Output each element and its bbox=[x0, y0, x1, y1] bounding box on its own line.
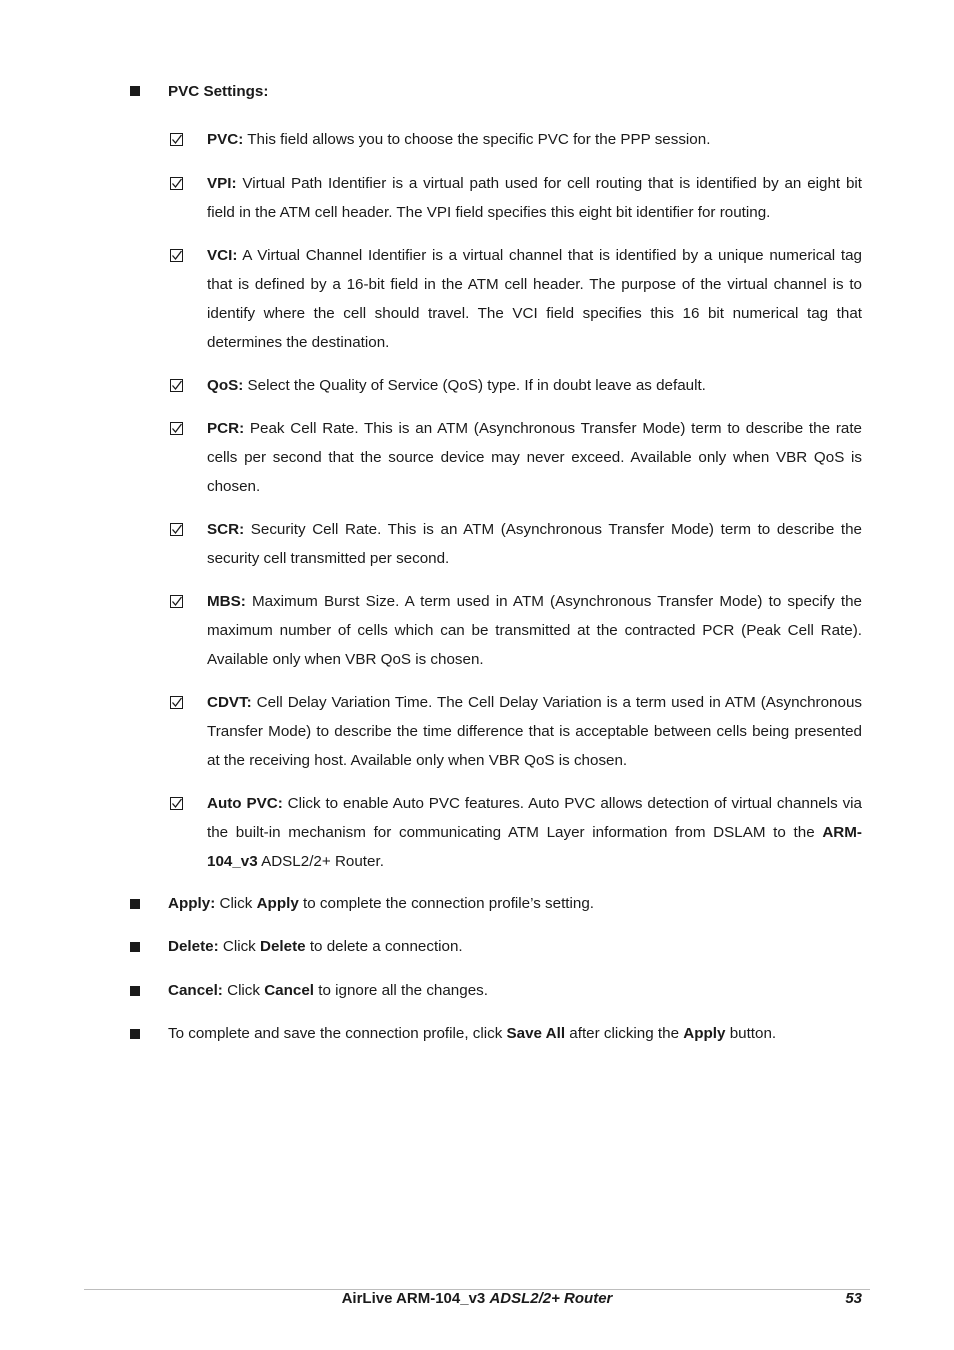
bullet-text: Click bbox=[222, 982, 265, 999]
square-bullet-icon bbox=[130, 86, 140, 96]
square-bullet-icon bbox=[130, 899, 140, 909]
item-text: Cell Delay Variation Time. The Cell Delay Variation is a term used in ATM (Asynchronous Transfer Mode) to describe the time difference that is acceptable between cells being presented at the receiving host. Available only when VBR QoS is chosen. bbox=[207, 694, 862, 769]
checkbox-checked-icon bbox=[170, 249, 184, 263]
item-body bbox=[207, 688, 862, 775]
checkbox-checked-icon bbox=[170, 379, 184, 393]
item-label: QoS: bbox=[207, 377, 244, 394]
section-heading-row bbox=[130, 83, 269, 100]
item-text: This field allows you to choose the specific PVC for the PPP session. bbox=[243, 131, 711, 148]
bullet-text: to ignore all the changes. bbox=[314, 982, 488, 999]
item-label: PCR: bbox=[207, 420, 245, 437]
item-body bbox=[207, 587, 862, 674]
item-text: Peak Cell Rate. This is an ATM (Asynchronous Transfer Mode) term to describe the rate cells per second that the source device may never exceed. Available only when VBR QoS is chosen. bbox=[207, 420, 862, 495]
checkbox-checked-icon bbox=[170, 797, 184, 811]
page-footer bbox=[84, 1290, 870, 1310]
checkbox-checked-icon bbox=[170, 595, 184, 609]
item-label: CDVT: bbox=[207, 694, 252, 711]
item-label: SCR: bbox=[207, 521, 245, 538]
bullet-body bbox=[168, 980, 488, 1002]
bullet-body bbox=[168, 893, 594, 915]
square-bullet-icon bbox=[130, 1029, 140, 1039]
apply-keyword: Apply bbox=[256, 895, 299, 912]
square-bullet-icon bbox=[130, 986, 140, 996]
save-all-keyword: Save All bbox=[506, 1025, 566, 1042]
checkbox-checked-icon bbox=[170, 133, 184, 147]
item-text-tail: ADSL2/2+ Router. bbox=[257, 853, 384, 870]
footer-model: ADSL2/2+ Router bbox=[489, 1290, 613, 1307]
bullet-text: Click bbox=[218, 938, 260, 955]
bullet-text: to delete a connection. bbox=[305, 938, 463, 955]
product-name: ARM-104_v3 bbox=[207, 824, 862, 870]
bullet-label: Apply: bbox=[168, 895, 216, 912]
checkbox-checked-icon bbox=[170, 422, 184, 436]
bullet-text: button. bbox=[725, 1025, 777, 1042]
item-body bbox=[207, 789, 862, 876]
item-label: Auto PVC: bbox=[207, 795, 283, 812]
bullet-text: To complete and save the connection profile, click bbox=[168, 1025, 507, 1042]
item-text: Click to enable Auto PVC features. Auto PVC allows detection of virtual channels via the built-in mechanism for communicating ATM Layer information from DSLAM to the bbox=[207, 795, 862, 841]
item-text: Maximum Burst Size. A term used in ATM (Asynchronous Transfer Mode) to specify the maximum number of cells which can be transmitted at the contracted PCR (Peak Cell Rate). Available only when VBR QoS is chosen. bbox=[207, 593, 862, 668]
page-number: 53 bbox=[845, 1290, 862, 1307]
item-body bbox=[207, 169, 862, 227]
bullet-label: Cancel: bbox=[168, 982, 223, 999]
item-label: VCI: bbox=[207, 247, 238, 264]
item-body bbox=[207, 241, 862, 357]
item-text: Select the Quality of Service (QoS) type. If in doubt leave as default. bbox=[243, 377, 706, 394]
item-label: VPI: bbox=[207, 175, 237, 192]
item-text: Virtual Path Identifier is a virtual path used for cell routing that is identified by an eight bit field in the ATM cell header. The VPI field specifies this eight bit identifier for routing. bbox=[207, 175, 862, 221]
delete-keyword: Delete bbox=[260, 938, 306, 955]
bullet-text: after clicking the bbox=[565, 1025, 684, 1042]
section-heading: PVC Settings: bbox=[168, 83, 269, 100]
checkbox-checked-icon bbox=[170, 523, 184, 537]
checkbox-checked-icon bbox=[170, 177, 184, 191]
bullet-label: Delete: bbox=[168, 938, 219, 955]
checkbox-checked-icon bbox=[170, 696, 184, 710]
bullet-text: Click bbox=[215, 895, 257, 912]
footer-brand: AirLive ARM-104_v3 bbox=[341, 1290, 490, 1307]
footer-title bbox=[84, 1290, 870, 1307]
item-body bbox=[207, 125, 862, 154]
item-label: PVC: bbox=[207, 131, 244, 148]
item-label: MBS: bbox=[207, 593, 246, 610]
apply-keyword: Apply bbox=[683, 1025, 726, 1042]
item-body bbox=[207, 515, 862, 573]
bullet-text: to complete the connection profile’s setting. bbox=[298, 895, 595, 912]
bullet-body bbox=[168, 936, 463, 958]
item-text: A Virtual Channel Identifier is a virtual channel that is identified by a unique numerical tag that is defined by a 16-bit field in the ATM cell header. The purpose of the virtual channel is to identify where the cell should travel. The VCI field specifies this 16 bit numerical tag that determines the destination. bbox=[207, 247, 862, 351]
item-body bbox=[207, 414, 862, 501]
item-body bbox=[207, 371, 862, 400]
cancel-keyword: Cancel bbox=[264, 982, 315, 999]
item-text: Security Cell Rate. This is an ATM (Asynchronous Transfer Mode) term to describe the security cell transmitted per second. bbox=[207, 521, 862, 567]
square-bullet-icon bbox=[130, 942, 140, 952]
bullet-body bbox=[168, 1023, 776, 1045]
